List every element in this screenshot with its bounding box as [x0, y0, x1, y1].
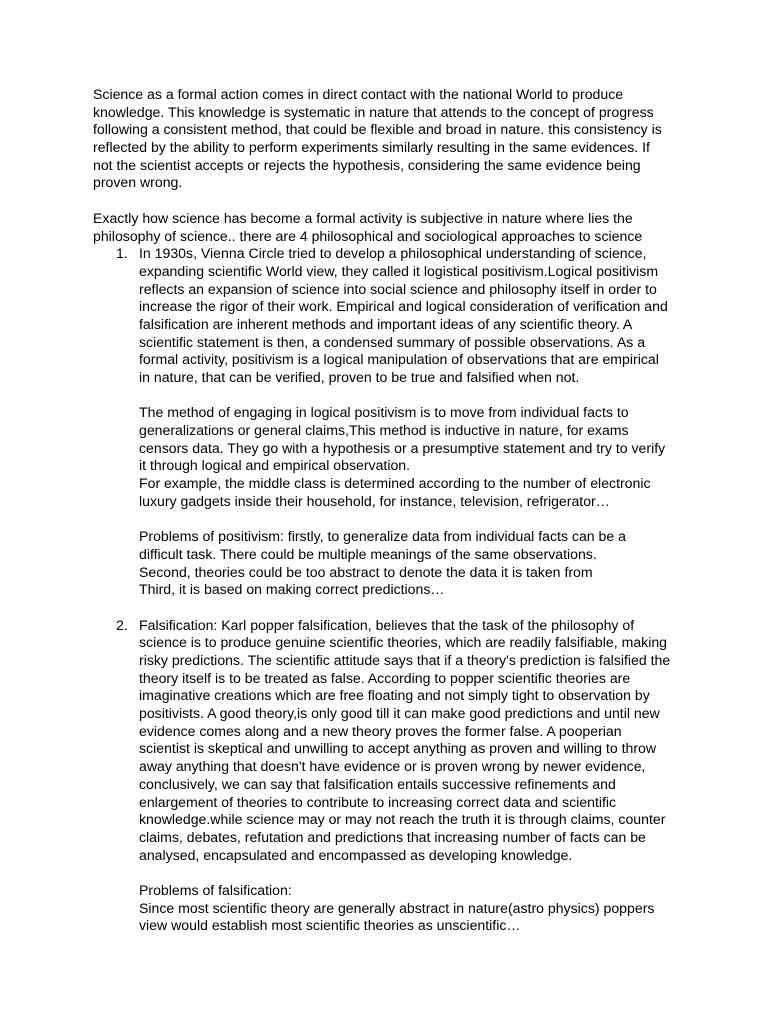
falsification-paragraph: [139, 617, 688, 865]
paragraph-spacer: [139, 511, 688, 529]
list-item-falsification: [93, 617, 688, 935]
text-line: knowledge.while science may or may not reach the truth it is through claims, counter: [139, 811, 666, 828]
text-line: claims, debates, refutation and predictions that increasing number of facts can be: [139, 828, 646, 845]
text-line: difficult task. There could be multiple meanings of the same observations.: [139, 545, 597, 562]
falsification-problems-paragraph: [139, 882, 688, 935]
text-line: For example, the middle class is determined according to the number of electronic: [139, 475, 651, 492]
intro-paragraph: [93, 86, 688, 192]
text-line: philosophy of science.. there are 4 philosophical and sociological approaches to science: [93, 227, 643, 244]
text-line: proven wrong.: [93, 174, 183, 191]
text-line: scientific statement is then, a condensed summary of possible observations. As a: [139, 333, 646, 350]
text-line: expanding scientific World view, they called it logistical positivism.Logical positivism: [139, 262, 659, 279]
text-line: Problems of positivism: firstly, to generalize data from individual facts can be a: [139, 528, 626, 545]
list-number: 1.: [116, 245, 128, 262]
text-line: Third, it is based on making correct predictions…: [139, 581, 445, 598]
text-line: away anything that doesn't have evidence or is proven wrong by newer evidence,: [139, 758, 646, 775]
text-line: conclusively, we can say that falsification entails successive refinements and: [139, 775, 616, 792]
text-line: theory itself is to be treated as false. According to popper scientific theories are: [139, 669, 631, 686]
text-line: increase the rigor of their work. Empirical and logical consideration of verification and: [139, 298, 668, 315]
text-line: imaginative creations which are free floating and not simply tight to observation by: [139, 687, 650, 704]
paragraph-spacer: [139, 387, 688, 405]
text-line: In 1930s, Vienna Circle tried to develop a philosophical understanding of science,: [139, 245, 647, 262]
text-line: censors data. They go with a hypothesis or a presumptive statement and try to verify: [139, 439, 666, 456]
text-line: evidence comes along and a new theory proves the former false. A pooperian: [139, 722, 622, 739]
text-line: Since most scientific theory are generally abstract in nature(astro physics) poppers: [139, 899, 655, 916]
text-line: view would establish most scientific theories as unscientific…: [139, 917, 521, 934]
positivism-method-paragraph: [139, 404, 688, 510]
paragraph-spacer: [93, 192, 688, 210]
text-line: formal activity, positivism is a logical manipulation of observations that are empirical: [139, 351, 659, 368]
text-line: following a consistent method, that could be flexible and broad in nature. this consistency is: [93, 121, 662, 138]
text-line: Exactly how science has become a formal activity is subjective in nature where lies the: [93, 209, 633, 226]
text-line: analysed, encapsulated and encompassed as developing knowledge.: [139, 846, 573, 863]
list-number: 2.: [116, 616, 128, 633]
list-item-positivism: [93, 245, 688, 599]
text-line: in nature, that can be verified, proven to be true and falsified when not.: [139, 369, 580, 385]
text-line: positivists. A good theory,is only good till it can make good predictions and until new: [139, 705, 660, 722]
paragraph-spacer: [93, 599, 688, 617]
text-line: generalizations or general claims,This method is inductive in nature, for exams: [139, 422, 629, 439]
second-paragraph: [93, 210, 688, 245]
text-line: reflects an expansion of science into social science and philosophy itself in order to: [139, 280, 657, 297]
text-line: The method of engaging in logical positivism is to move from individual facts to: [139, 404, 629, 421]
positivism-paragraph: [139, 245, 688, 387]
text-line: risky predictions. The scientific attitude says that if a theory's prediction is falsified the: [139, 652, 671, 668]
text-line: it through logical and empirical observation.: [139, 457, 411, 474]
text-line: Science as a formal action comes in direct contact with the national World to produce: [93, 86, 624, 102]
text-line: reflected by the ability to perform experiments similarly resulting in the same evidences. If: [93, 139, 650, 156]
text-line: enlargement of theories to contribute to increasing correct data and scientific: [139, 793, 617, 810]
text-line: Falsification: Karl popper falsification, believes that the task of the philosophy of: [139, 616, 635, 633]
paragraph-spacer: [139, 864, 688, 882]
text-line: falsification are inherent methods and important ideas of any scientific theory. A: [139, 315, 633, 332]
text-line: not the scientist accepts or rejects the hypothesis, considering the same evidence being: [93, 156, 641, 173]
text-line: Problems of falsification:: [139, 881, 292, 898]
positivism-problems-paragraph: [139, 528, 688, 599]
text-line: knowledge. This knowledge is systematic in nature that attends to the concept of progress: [93, 103, 654, 120]
text-line: luxury gadgets inside their household, for instance, television, refrigerator…: [139, 492, 610, 509]
text-line: Second, theories could be too abstract to denote the data it is taken from: [139, 563, 593, 580]
text-line: scientist is skeptical and unwilling to accept anything as proven and willing to throw: [139, 740, 657, 757]
text-line: science is to produce genuine scientific theories, which are readily falsifiable, making: [139, 634, 668, 651]
document-page: [93, 86, 688, 935]
